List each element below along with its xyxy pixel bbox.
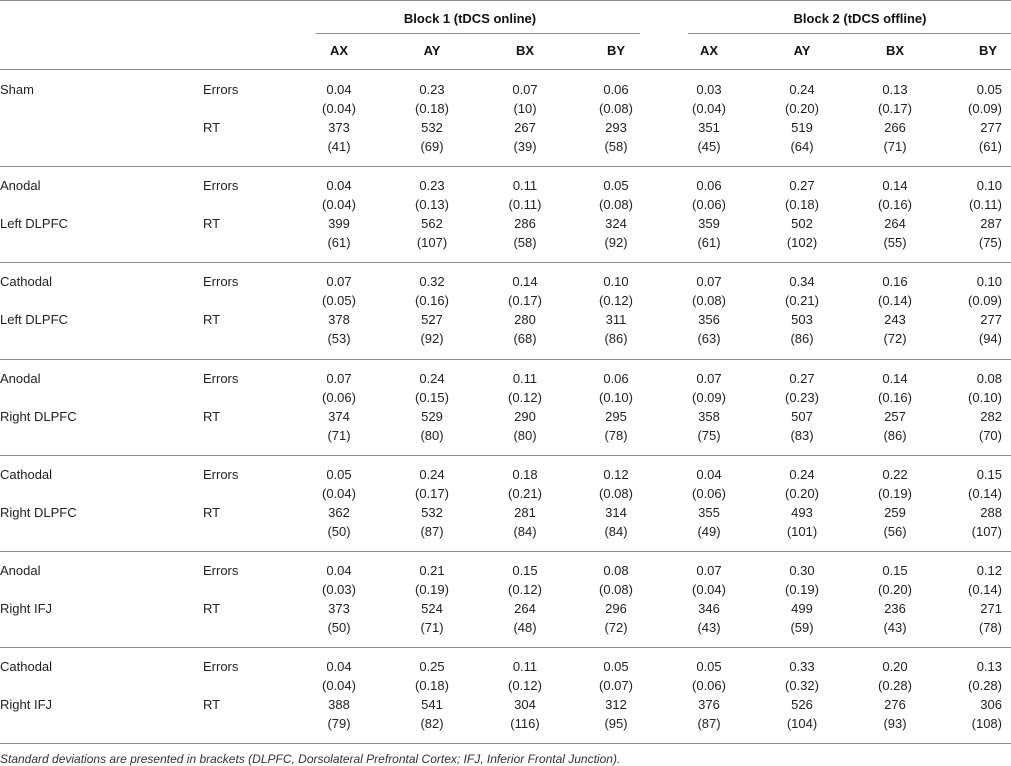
value-cell: (0.07) — [599, 678, 633, 694]
value-cell: (50) — [327, 620, 351, 635]
value-cell: (75) — [697, 427, 721, 443]
value-cell: 236 — [884, 601, 906, 616]
value-cell: (0.11) — [508, 197, 542, 213]
value-cell: 0.10 — [976, 274, 1002, 290]
value-cell: (59) — [790, 620, 814, 635]
value-cell: (0.13) — [415, 197, 449, 213]
measure-label-rt: RT — [203, 312, 221, 328]
group-separator — [0, 647, 1011, 648]
value-cell: (0.08) — [599, 101, 633, 116]
value-cell: (0.05) — [322, 293, 356, 309]
table-footnote: Standard deviations are presented in brackets (DLPFC, Dorsolateral Prefrontal Cortex; IFJ, Inferior Frontal Junction). — [0, 752, 621, 766]
value-cell: 0.24 — [789, 82, 815, 97]
value-cell: (63) — [697, 331, 721, 347]
value-cell: (0.11) — [969, 197, 1002, 213]
column-header: AY — [793, 43, 811, 58]
value-cell: (84) — [604, 523, 628, 539]
value-cell: (39) — [513, 139, 537, 154]
block1-header: Block 1 (tDCS online) — [403, 11, 537, 26]
value-cell: (69) — [420, 139, 444, 154]
value-cell: (0.17) — [415, 485, 449, 501]
group-separator — [0, 551, 1011, 552]
value-cell: 532 — [421, 504, 443, 520]
value-cell: 0.22 — [882, 466, 908, 482]
value-cell: (0.12) — [508, 389, 542, 405]
value-cell: 0.07 — [696, 274, 722, 290]
value-cell: (0.14) — [878, 293, 912, 309]
value-cell: 0.10 — [603, 274, 629, 290]
value-cell: (108) — [971, 716, 1002, 732]
value-cell: (0.17) — [508, 293, 542, 309]
value-cell: (50) — [327, 523, 351, 539]
value-cell: 0.34 — [789, 274, 815, 290]
value-cell: (92) — [420, 331, 444, 347]
value-cell: 562 — [421, 216, 443, 232]
value-cell: 277 — [980, 120, 1002, 135]
condition-label: Anodal — [0, 563, 41, 578]
value-cell: 359 — [698, 216, 720, 232]
value-cell: (78) — [978, 620, 1002, 635]
value-cell: (0.09) — [968, 293, 1002, 309]
value-cell: (64) — [790, 139, 814, 154]
value-cell: 259 — [884, 504, 906, 520]
value-cell: (71) — [420, 620, 444, 635]
value-cell: (10) — [513, 101, 537, 116]
value-cell: 362 — [328, 504, 350, 520]
value-cell: (61) — [978, 139, 1002, 154]
region-label: Left DLPFC — [0, 216, 68, 232]
value-cell: 266 — [884, 120, 906, 135]
measure-label-errors: Errors — [203, 82, 239, 97]
value-cell: 276 — [884, 697, 906, 713]
value-cell: 0.23 — [419, 82, 445, 97]
value-cell: (84) — [513, 523, 537, 539]
condition-label: Cathodal — [0, 659, 53, 675]
value-cell: 0.32 — [419, 274, 445, 290]
value-cell: 519 — [791, 120, 813, 135]
value-cell: (49) — [697, 523, 721, 539]
value-cell: 503 — [791, 312, 813, 328]
condition-label: Sham — [0, 82, 34, 97]
region-label: Right DLPFC — [0, 408, 77, 424]
value-cell: (61) — [697, 235, 721, 251]
value-cell: 0.04 — [696, 466, 722, 482]
value-cell: (58) — [513, 235, 537, 251]
value-cell: 373 — [328, 120, 350, 135]
value-cell: (0.16) — [415, 293, 449, 309]
value-cell: 0.16 — [882, 274, 908, 290]
value-cell: 0.13 — [976, 659, 1002, 675]
value-cell: 0.14 — [882, 370, 908, 386]
value-cell: 0.12 — [603, 466, 629, 482]
value-cell: 541 — [421, 697, 443, 713]
value-cell: 293 — [605, 120, 627, 135]
value-cell: 351 — [698, 120, 720, 135]
value-cell: (58) — [604, 139, 628, 154]
value-cell: 0.12 — [976, 563, 1002, 578]
value-cell: (71) — [327, 427, 351, 443]
value-cell: (0.06) — [322, 389, 356, 405]
value-cell: (107) — [416, 235, 448, 251]
value-cell: (93) — [883, 716, 907, 732]
value-cell: 0.24 — [789, 466, 815, 482]
value-cell: (0.19) — [878, 485, 912, 501]
value-cell: (92) — [604, 235, 628, 251]
column-header: AY — [423, 43, 441, 58]
value-cell: 507 — [791, 408, 813, 424]
value-cell: (0.14) — [968, 485, 1002, 501]
value-cell: 0.14 — [882, 178, 908, 194]
value-cell: 0.05 — [976, 82, 1002, 97]
value-cell: 378 — [328, 312, 350, 328]
value-cell: 0.05 — [603, 178, 629, 194]
value-cell: 0.33 — [789, 659, 815, 675]
value-cell: (48) — [513, 620, 537, 635]
value-cell: 0.07 — [326, 274, 352, 290]
value-cell: 374 — [328, 408, 350, 424]
region-label: Left DLPFC — [0, 312, 68, 328]
column-header: BX — [515, 43, 535, 58]
value-cell: (0.16) — [878, 389, 912, 405]
value-cell: (0.09) — [968, 101, 1002, 116]
value-cell: (79) — [327, 716, 351, 732]
value-cell: (0.03) — [322, 582, 356, 597]
value-cell: (0.06) — [692, 678, 726, 694]
value-cell: 0.03 — [696, 82, 722, 97]
value-cell: 373 — [328, 601, 350, 616]
value-cell: (0.18) — [415, 101, 449, 116]
value-cell: 312 — [605, 697, 627, 713]
value-cell: (0.04) — [322, 197, 356, 213]
value-cell: 0.18 — [512, 466, 538, 482]
value-cell: 288 — [980, 504, 1002, 520]
value-cell: 311 — [605, 312, 627, 328]
value-cell: (0.04) — [692, 101, 726, 116]
value-cell: (0.12) — [599, 293, 633, 309]
condition-label: Anodal — [0, 370, 41, 386]
value-cell: (87) — [697, 716, 721, 732]
value-cell: 0.10 — [976, 178, 1002, 194]
value-cell: (87) — [420, 523, 444, 539]
value-cell: 264 — [514, 601, 536, 616]
value-cell: (0.10) — [599, 389, 633, 405]
value-cell: 529 — [421, 408, 443, 424]
value-cell: (0.20) — [785, 485, 819, 501]
value-cell: 0.30 — [789, 563, 815, 578]
value-cell: 0.04 — [326, 563, 352, 578]
value-cell: 0.04 — [326, 178, 352, 194]
value-cell: (0.04) — [322, 678, 356, 694]
value-cell: (82) — [420, 716, 444, 732]
value-cell: 0.08 — [976, 370, 1002, 386]
value-cell: (70) — [978, 427, 1002, 443]
column-header: BY — [606, 43, 626, 58]
value-cell: 0.15 — [882, 563, 908, 578]
value-cell: 0.11 — [512, 370, 538, 386]
value-cell: 0.05 — [603, 659, 629, 675]
value-cell: 0.11 — [512, 178, 538, 194]
value-cell: 493 — [791, 504, 813, 520]
value-cell: 358 — [698, 408, 720, 424]
value-cell: (107) — [971, 523, 1002, 539]
value-cell: 264 — [884, 216, 906, 232]
value-cell: (101) — [786, 523, 818, 539]
value-cell: (0.08) — [599, 582, 633, 597]
value-cell: 271 — [980, 601, 1002, 616]
value-cell: (0.14) — [968, 582, 1002, 597]
value-cell: (72) — [883, 331, 907, 347]
measure-label-errors: Errors — [203, 178, 239, 194]
column-header: BX — [885, 43, 905, 58]
value-cell: 0.07 — [696, 563, 722, 578]
value-cell: 0.23 — [419, 178, 445, 194]
value-cell: (95) — [604, 716, 628, 732]
value-cell: (86) — [883, 427, 907, 443]
value-cell: 0.05 — [326, 466, 352, 482]
value-cell: (0.19) — [785, 582, 819, 597]
value-cell: (0.16) — [878, 197, 912, 213]
value-cell: (0.04) — [692, 582, 726, 597]
value-cell: (0.08) — [599, 197, 633, 213]
value-cell: (0.32) — [785, 678, 819, 694]
value-cell: 314 — [605, 504, 627, 520]
value-cell: (83) — [790, 427, 814, 443]
group-separator — [0, 455, 1011, 456]
value-cell: 346 — [698, 601, 720, 616]
value-cell: 280 — [514, 312, 536, 328]
table-top-rule — [0, 0, 1011, 1]
value-cell: 0.27 — [789, 370, 815, 386]
value-cell: 0.07 — [512, 82, 538, 97]
block2-underline — [688, 33, 1011, 34]
value-cell: 502 — [791, 216, 813, 232]
value-cell: (72) — [604, 620, 628, 635]
value-cell: (0.19) — [415, 582, 449, 597]
value-cell: 0.15 — [512, 563, 538, 578]
group-separator — [0, 359, 1011, 360]
value-cell: (78) — [604, 427, 628, 443]
value-cell: (0.21) — [785, 293, 819, 309]
region-label: Right IFJ — [0, 601, 53, 616]
value-cell: (0.20) — [785, 101, 819, 116]
value-cell: (80) — [420, 427, 444, 443]
measure-label-errors: Errors — [203, 563, 239, 578]
measure-label-errors: Errors — [203, 466, 239, 482]
region-label: Right IFJ — [0, 697, 53, 713]
value-cell: (61) — [327, 235, 351, 251]
value-cell: 526 — [791, 697, 813, 713]
group-separator — [0, 262, 1011, 263]
value-cell: 290 — [514, 408, 536, 424]
value-cell: 532 — [421, 120, 443, 135]
value-cell: 0.21 — [419, 563, 445, 578]
value-cell: 0.05 — [696, 659, 722, 675]
value-cell: (0.08) — [692, 293, 726, 309]
value-cell: (80) — [513, 427, 537, 443]
value-cell: (55) — [883, 235, 907, 251]
value-cell: 0.07 — [696, 370, 722, 386]
value-cell: 0.24 — [419, 370, 445, 386]
value-cell: (0.08) — [599, 485, 633, 501]
value-cell: 281 — [514, 504, 536, 520]
value-cell: 0.15 — [976, 466, 1002, 482]
value-cell: (0.20) — [878, 582, 912, 597]
value-cell: 304 — [514, 697, 536, 713]
value-cell: 499 — [791, 601, 813, 616]
value-cell: (104) — [786, 716, 818, 732]
value-cell: (68) — [513, 331, 537, 347]
value-cell: (41) — [327, 139, 351, 154]
value-cell: 296 — [605, 601, 627, 616]
value-cell: 527 — [421, 312, 443, 328]
value-cell: 0.06 — [603, 370, 629, 386]
value-cell: (75) — [978, 235, 1002, 251]
value-cell: (0.15) — [415, 389, 449, 405]
value-cell: (0.21) — [508, 485, 542, 501]
value-cell: 0.14 — [512, 274, 538, 290]
value-cell: 306 — [980, 697, 1002, 713]
value-cell: (53) — [327, 331, 351, 347]
value-cell: (0.28) — [968, 678, 1002, 694]
measure-label-rt: RT — [203, 216, 221, 232]
block2-header: Block 2 (tDCS offline) — [793, 11, 927, 26]
value-cell: 0.13 — [882, 82, 908, 97]
value-cell: 0.06 — [603, 82, 629, 97]
value-cell: (0.10) — [968, 389, 1002, 405]
value-cell: (0.18) — [415, 678, 449, 694]
value-cell: 0.04 — [326, 659, 352, 675]
value-cell: 0.11 — [512, 659, 538, 675]
value-cell: 324 — [605, 216, 627, 232]
value-cell: (43) — [697, 620, 721, 635]
value-cell: (86) — [790, 331, 814, 347]
measure-label-rt: RT — [203, 408, 221, 424]
column-header: BY — [978, 43, 998, 58]
value-cell: 287 — [980, 216, 1002, 232]
value-cell: (43) — [883, 620, 907, 635]
value-cell: 0.07 — [326, 370, 352, 386]
value-cell: 0.25 — [419, 659, 445, 675]
value-cell: (71) — [883, 139, 907, 154]
value-cell: (0.18) — [785, 197, 819, 213]
measure-label-rt: RT — [203, 697, 221, 713]
value-cell: 277 — [980, 312, 1002, 328]
condition-label: Cathodal — [0, 466, 53, 482]
value-cell: 295 — [605, 408, 627, 424]
value-cell: 355 — [698, 504, 720, 520]
value-cell: (0.04) — [322, 101, 356, 116]
value-cell: (0.09) — [692, 389, 726, 405]
value-cell: (102) — [786, 235, 818, 251]
value-cell: 282 — [980, 408, 1002, 424]
value-cell: 257 — [884, 408, 906, 424]
value-cell: (94) — [978, 331, 1002, 347]
value-cell: (0.06) — [692, 485, 726, 501]
value-cell: (86) — [604, 331, 628, 347]
measure-label-rt: RT — [203, 120, 221, 135]
value-cell: 388 — [328, 697, 350, 713]
value-cell: 286 — [514, 216, 536, 232]
value-cell: 0.27 — [789, 178, 815, 194]
column-header: AX — [329, 43, 349, 58]
header-bottom-rule — [0, 69, 1011, 70]
condition-label: Cathodal — [0, 274, 53, 290]
condition-label: Anodal — [0, 178, 41, 194]
value-cell: 267 — [514, 120, 536, 135]
value-cell: 399 — [328, 216, 350, 232]
measure-label-errors: Errors — [203, 274, 239, 290]
value-cell: 0.04 — [326, 82, 352, 97]
value-cell: (0.17) — [878, 101, 912, 116]
value-cell: 356 — [698, 312, 720, 328]
group-separator — [0, 743, 1011, 744]
measure-label-errors: Errors — [203, 370, 239, 386]
value-cell: (0.23) — [785, 389, 819, 405]
measure-label-errors: Errors — [203, 659, 239, 675]
block1-underline — [316, 33, 640, 34]
value-cell: (0.06) — [692, 197, 726, 213]
value-cell: (0.12) — [508, 678, 542, 694]
measure-label-rt: RT — [203, 504, 221, 520]
measure-label-rt: RT — [203, 601, 221, 616]
value-cell: 0.06 — [696, 178, 722, 194]
value-cell: (56) — [883, 523, 907, 539]
region-label: Right DLPFC — [0, 504, 77, 520]
value-cell: 243 — [884, 312, 906, 328]
value-cell: (116) — [510, 716, 540, 732]
value-cell: 0.24 — [419, 466, 445, 482]
value-cell: 524 — [421, 601, 443, 616]
value-cell: 0.08 — [603, 563, 629, 578]
value-cell: 0.20 — [882, 659, 908, 675]
value-cell: 376 — [698, 697, 720, 713]
value-cell: (45) — [697, 139, 721, 154]
group-separator — [0, 166, 1011, 167]
value-cell: (0.12) — [508, 582, 542, 597]
column-header: AX — [699, 43, 719, 58]
value-cell: (0.28) — [878, 678, 912, 694]
value-cell: (0.04) — [322, 485, 356, 501]
